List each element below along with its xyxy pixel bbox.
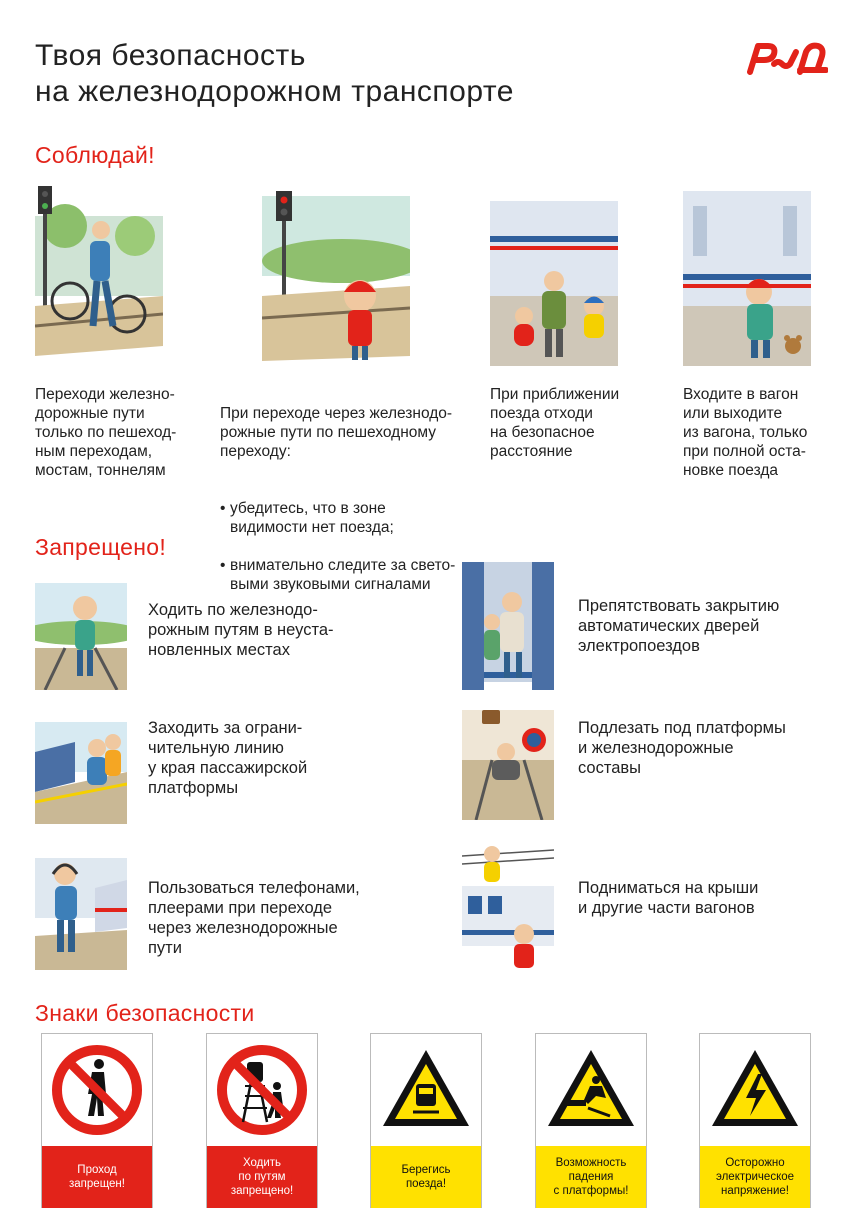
forbidden-text-2: Препятствовать закрытию автоматических дверей электропоездов bbox=[578, 597, 780, 655]
title-line-1: Твоя безопасность bbox=[35, 39, 306, 72]
illustration-cyclist-crossing bbox=[35, 186, 163, 366]
no-walking-on-tracks-icon bbox=[207, 1034, 317, 1146]
observe-text-4: Входите в вагон или выходите из вагона, только при полной оста- новке поезда bbox=[683, 386, 808, 479]
sign-no-walking-tracks bbox=[206, 1033, 318, 1208]
forbidden-text-6: Подниматься на крыши и другие части вагонов bbox=[578, 879, 759, 917]
illustration-family-platform bbox=[490, 186, 618, 366]
illustration-under-platform bbox=[462, 700, 554, 820]
signs-heading: Знаки безопасности bbox=[35, 1000, 255, 1026]
observe-text-2-intro: При переходе через железнодо- рожные пути по пешеходному переходу: bbox=[220, 405, 453, 460]
title-line-2: на железнодорожном транспорте bbox=[35, 75, 514, 108]
sign-caption: Проход запрещен! bbox=[42, 1146, 152, 1208]
sign-caption: Берегись поезда! bbox=[371, 1146, 481, 1208]
illustration-platform-edge bbox=[35, 712, 127, 824]
observe-bullet-1: • убедитесь, что в зоне видимости нет поезда; bbox=[220, 499, 480, 537]
illustration-boy-train-door bbox=[683, 186, 811, 366]
forbidden-text-4: Подлезать под платформы и железнодорожные составы bbox=[578, 719, 786, 777]
train-warning-icon bbox=[371, 1034, 481, 1146]
forbidden-heading: Запрещено! bbox=[35, 534, 167, 560]
fall-from-platform-icon bbox=[536, 1034, 646, 1146]
sign-caption: Ходить по путям запрещено! bbox=[207, 1146, 317, 1208]
forbidden-text-3: Заходить за ограни- чительную линию у края пассажирской платформы bbox=[148, 719, 308, 797]
observe-text-3: При приближении поезда отходи на безопасное расстояние bbox=[490, 386, 620, 460]
sign-beware-train bbox=[370, 1033, 482, 1208]
page-title bbox=[35, 38, 514, 110]
observe-text-2 bbox=[220, 385, 480, 632]
no-pedestrian-icon bbox=[42, 1034, 152, 1146]
observe-heading: Соблюдай! bbox=[35, 142, 155, 168]
sign-fall-from-platform bbox=[535, 1033, 647, 1208]
sign-caption: Возможность падения с платформы! bbox=[536, 1146, 646, 1208]
sign-caption: Осторожно электрическое напряжение! bbox=[700, 1146, 810, 1208]
illustration-blocking-train-doors bbox=[462, 562, 554, 690]
illustration-headphones-crossing bbox=[35, 848, 127, 970]
observe-text-1: Переходи железно- дорожные пути только по пешеход- ным переходам, мостам, тоннелям bbox=[35, 386, 177, 479]
sign-no-passage bbox=[41, 1033, 153, 1208]
observe-bullet-2: • внимательно следите за свето- выми звуковыми сигналами bbox=[220, 556, 480, 594]
forbidden-text-1: Ходить по железнодо- рожным путям в неуста- новленных местах bbox=[148, 601, 334, 659]
rzd-logo bbox=[744, 38, 828, 76]
illustration-child-crossing bbox=[262, 186, 410, 366]
sign-electric-hazard bbox=[699, 1033, 811, 1208]
illustration-boy-on-tracks bbox=[35, 578, 127, 690]
observe-text-2-bullets bbox=[220, 480, 480, 613]
electric-hazard-icon bbox=[700, 1034, 810, 1146]
forbidden-text-5: Пользоваться телефонами, плеерами при переходе через железнодорожные пути bbox=[148, 879, 360, 957]
illustration-climbing-roof bbox=[462, 836, 554, 970]
